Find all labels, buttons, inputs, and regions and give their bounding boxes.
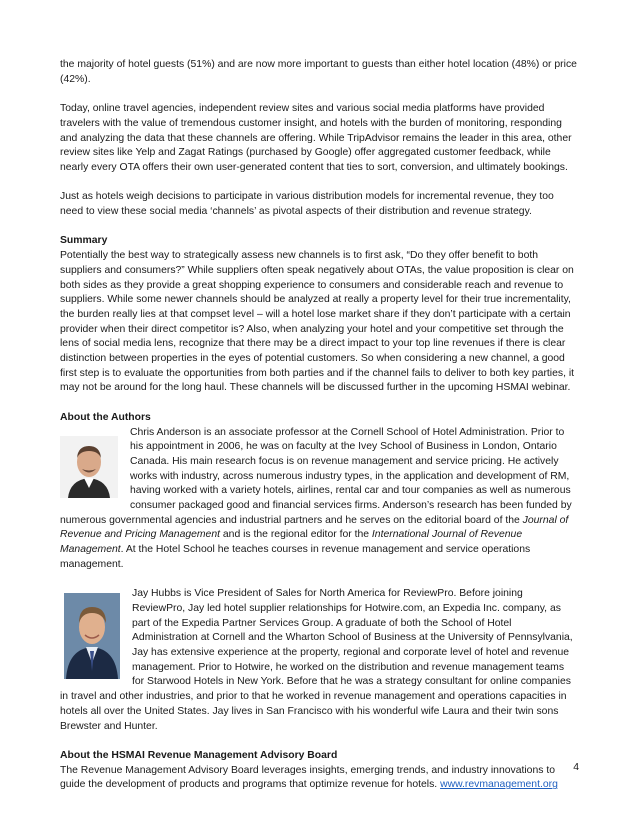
summary-heading: Summary	[60, 235, 108, 247]
author-jay-hubbs	[60, 587, 578, 734]
chris-bio-text-c: . At the Hotel School he teaches courses in revenue management and service operations management.	[60, 544, 531, 570]
intro-paragraph-1: the majority of hotel guests (51%) and are now more important to guests than either hotel location (48%) or price (42%).	[60, 59, 577, 85]
chris-bio-text-b: and is the regional editor for the	[220, 529, 372, 541]
authors-heading: About the Authors	[60, 411, 151, 423]
board-paragraph	[60, 764, 578, 793]
journal-name-1: Journal of Revenue and Pricing Management	[60, 514, 569, 541]
intro-paragraph-2: Today, online travel agencies, independent review sites and various social media platforms have provided travelers with the value of tremendous customer insight, and hotels with the burden of monitoring, responding and analyzing the data that these channels are offering. While TripAdvisor remains the leader in this area, other review sites like Yelp and Zagat Ratings (purchased by Google) offer aggregated customer feedback, while nearly every OTA offers their own user-generated content that ties to sort, conversion, and ultimately bookings.	[60, 103, 572, 173]
jay-hubbs-photo	[64, 593, 120, 679]
board-heading: About the HSMAI Revenue Management Advisory Board	[60, 749, 338, 761]
chris-anderson-photo	[60, 436, 118, 498]
author-chris-anderson	[60, 426, 578, 573]
summary-paragraph: Potentially the best way to strategically assess new channels is to first ask, “Do they offer benefit to both suppliers and consumers?” While suppliers often speak negatively about OTAs, the value proposition is clear on both sides as they provide a great shopping experience to consumers and considerable reach and revenue to suppliers. While some newer channels should be analyzed at really a property level for their true incrementality, the burden really lies at that compset level – will a hotel lose market share if they don’t participate with a certain provider when their direct competitor is? Also, when analyzing your hotel and your competitive set through the lens of social media lens, recognize that there may be a direct impact to your top line revenues if there is clear distinction between properties in the eyes of potential customers. So when considering a new channel, a good first step is to evaluate the opportunities from both parties and if the channel fails to deliver to both key parties, it may not be around for the long haul. These channels will be discussed further in the upcoming HSMAI webinar.	[60, 250, 575, 394]
chris-anderson-bio	[60, 426, 578, 573]
revmanagement-link[interactable]: www.revmanagement.org	[440, 779, 558, 791]
journal-name-2: International Journal of Revenue Management	[60, 529, 523, 556]
intro-paragraph-3: Just as hotels weigh decisions to participate in various distribution models for incremental revenue, they too need to view these social media ‘channels’ as pivotal aspects of their distribution and revenue strategy.	[60, 191, 554, 217]
board-text: The Revenue Management Advisory Board leverages insights, emerging trends, and industry innovations to guide the development of products and programs that optimize revenue for hotels.	[60, 764, 555, 791]
jay-hubbs-bio: Jay Hubbs is Vice President of Sales for North America for ReviewPro. Before joining ReviewPro, Jay led hotel supplier relationships for Hotwire.com, an Expedia Inc. company, as part of the Expedia Partner Services Group. A graduate of both the School of Hotel Administration at Cornell and the Wharton School of Business at the University of Pennsylvania, Jay has extensive experience at the property, regional and corporate level of hotel and revenue management. Prior to Hotwire, he worked on the distribution and revenue management teams for Starwood Hotels in New York. Before that he was a strategy consultant for online companies in travel and other industries, and prior to that he worked in revenue management and operations capacities in hotels all over the United States. Jay lives in San Francisco with his wonderful wife Laura and their twin sons Brewster and Hunter.	[60, 588, 573, 732]
chris-bio-text-a: Chris Anderson is an associate professor at the Cornell School of Hotel Administration. Prior to his appointment in 2006, he was on faculty at the Ivey School of Business in London, Ontario Canada. His main research focus is on revenue management and service pricing. He actively works with industry, across numerous industry types, in the application and development of RM, having worked with a variety hotels, airlines, rental car and tour companies as well as numerous consumer packaged good and financial services firms. Anderson’s research has been funded by numerous governmental agencies and industrial partners and he serves on the editorial board of the	[60, 426, 572, 526]
page-number: 4	[573, 762, 579, 773]
